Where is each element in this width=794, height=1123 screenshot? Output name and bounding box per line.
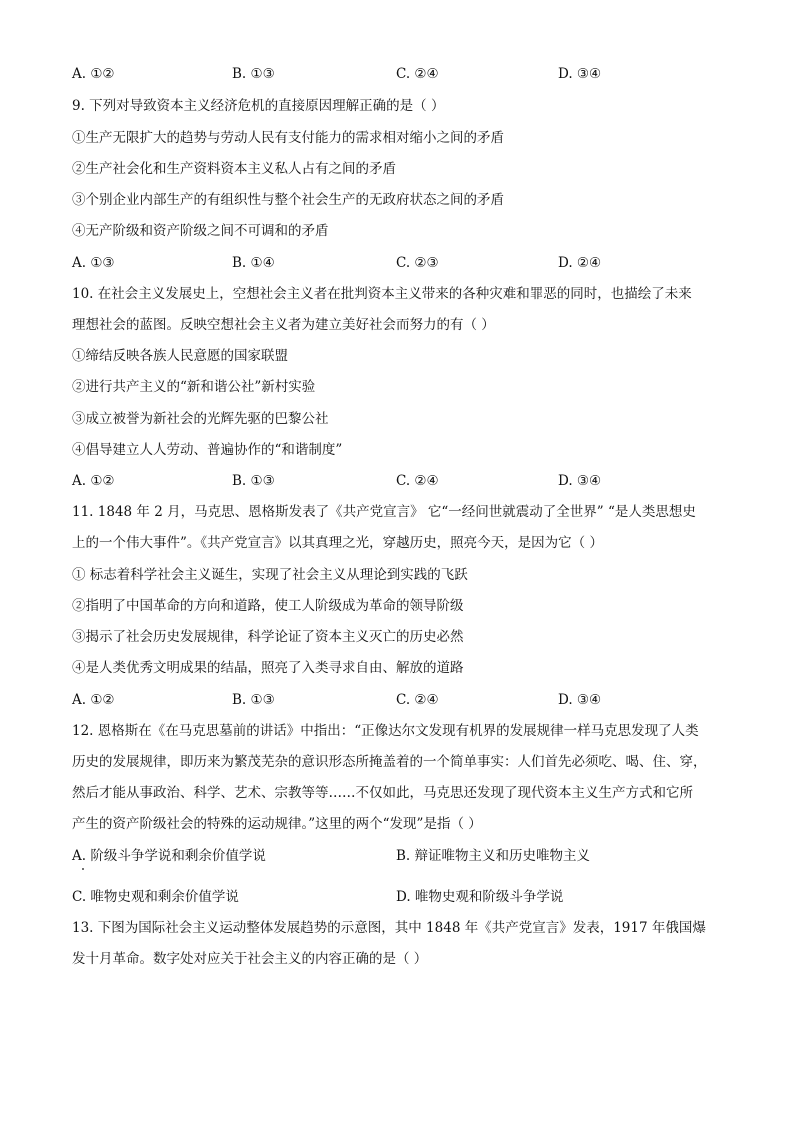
q11-stem-line-2: 上的一个伟大事件”。《共产党宣言》以其真理之光，穿越历史，照亮今天，是因为它（ ） <box>72 535 603 551</box>
q12-option-b: B. 辩证唯物主义和历史唯物主义 <box>396 848 591 864</box>
q9-item-2: ②生产社会化和生产资料资本主义私人占有之间的矛盾 <box>72 161 396 177</box>
q9-item-4: ④无产阶级和资产阶级之间不可调和的矛盾 <box>72 223 329 239</box>
q10-item-3: ③成立被誉为新社会的光辉先驱的巴黎公社 <box>72 411 329 427</box>
q12-option-a: A. 阶级斗争学说和剩余价值学说 <box>72 848 266 864</box>
q9-option-b: B. ①④ <box>232 255 275 271</box>
q10-stem-line-1: 10. 在社会主义发展史上，空想社会主义者在批判资本主义带来的各种灾难和罪恶的同时，也描绘了未来 <box>72 286 692 302</box>
q12-option-c: C. 唯物史观和剩余价值学说 <box>72 889 239 905</box>
q9-option-d: D. ②④ <box>558 255 602 271</box>
q10-option-c: C. ②④ <box>396 473 439 489</box>
q13-stem-line-1: 13. 下图为国际社会主义运动整体发展趋势的示意图，其中 1848 年《共产党宣言》发表，1917 年俄国爆 <box>72 920 706 936</box>
q12-stem-line-4: 产生的资产阶级社会的特殊的运动规律。”这里的两个“发现”是指（ ） <box>72 816 482 832</box>
q9-option-a: A. ①③ <box>72 255 115 271</box>
q8-option-a: A. ①② <box>72 66 115 82</box>
q8-option-d: D. ③④ <box>558 66 602 82</box>
q12-option-d: D. 唯物史观和阶级斗争学说 <box>396 889 564 905</box>
q11-item-4: ④是人类优秀文明成果的结晶，照亮了入类寻求自由、解放的道路 <box>72 660 464 676</box>
stray-dot <box>82 868 84 870</box>
q10-item-4: ④倡导建立人人劳动、普遍协作的“和谐制度” <box>72 442 343 458</box>
q8-option-b: B. ①③ <box>232 66 275 82</box>
q11-option-c: C. ②④ <box>396 692 439 708</box>
q11-stem-line-1: 11. 1848 年 2 月，马克思、恩格斯发表了《共产党宣言》 它“一经问世就震动了全世界” “是人类思想史 <box>72 504 696 520</box>
q13-stem-line-2: 发十月革命。数字处对应关于社会主义的内容正确的是（ ） <box>72 951 428 967</box>
q10-stem-line-2: 理想社会的蓝图。反映空想社会主义者为建立美好社会而努力的有（ ） <box>72 317 495 333</box>
q10-option-a: A. ①② <box>72 473 115 489</box>
q11-item-3: ③揭示了社会历史发展规律，科学论证了资本主义灭亡的历史必然 <box>72 629 464 645</box>
q8-option-c: C. ②④ <box>396 66 439 82</box>
q9-stem: 9. 下列对导致资本主义经济危机的直接原因理解正确的是（ ） <box>72 98 445 114</box>
q11-option-a: A. ①② <box>72 692 115 708</box>
q11-item-2: ②指明了中国革命的方向和道路，使工人阶级成为革命的领导阶级 <box>72 598 464 614</box>
q9-item-1: ①生产无限扩大的趋势与劳动人民有支付能力的需求相对缩小之间的矛盾 <box>72 130 504 146</box>
q11-option-d: D. ③④ <box>558 692 602 708</box>
q10-item-1: ①缔结反映各族人民意愿的国家联盟 <box>72 348 288 364</box>
q10-option-b: B. ①③ <box>232 473 275 489</box>
q9-option-c: C. ②③ <box>396 255 439 271</box>
q12-stem-line-1: 12. 恩格斯在《在马克思墓前的讲话》中指出：“正像达尔文发现有机界的发展规律一样马克思发现了人类 <box>72 723 699 739</box>
q11-option-b: B. ①③ <box>232 692 275 708</box>
q10-option-d: D. ③④ <box>558 473 602 489</box>
q12-stem-line-2: 历史的发展规律，即历来为繁茂芜杂的意识形态所掩盖着的一个简单事实：人们首先必须吃、喝、住、穿， <box>72 754 707 770</box>
q12-stem-line-3: 然后才能从事政治、科学、艺术、宗教等等……不仅如此，马克思还发现了现代资本主义生产方式和它所 <box>72 785 693 801</box>
q9-item-3: ③个别企业内部生产的有组织性与整个社会生产的无政府状态之间的矛盾 <box>72 192 504 208</box>
q11-item-1: ① 标志着科学社会主义诞生，实现了社会主义从理论到实践的飞跃 <box>72 567 468 583</box>
q10-item-2: ②进行共产主义的“新和谐公社”新村实验 <box>72 379 316 395</box>
